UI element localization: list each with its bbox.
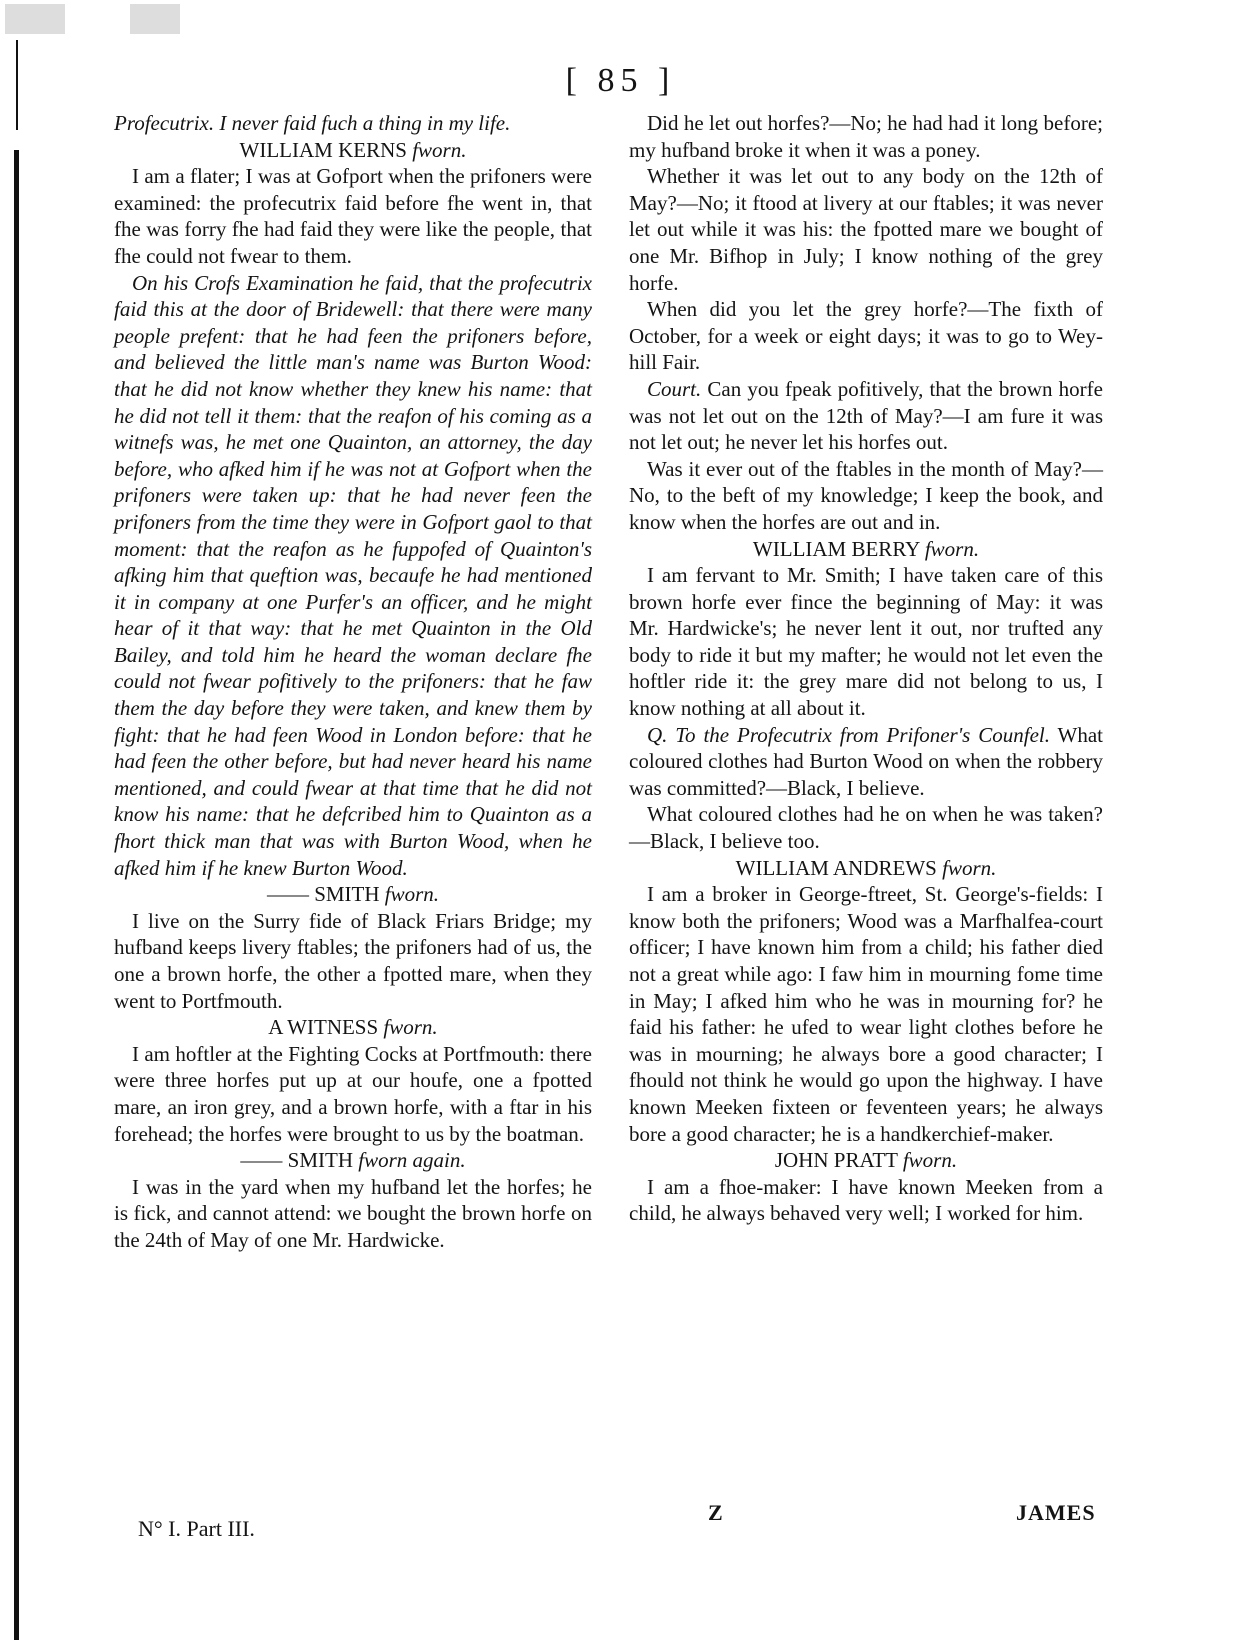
witness-name: JOHN PRATT	[774, 1148, 903, 1173]
witness-name: WILLIAM BERRY	[752, 536, 925, 561]
paragraph: When did you let the grey horfe?—The fixth of October, for a week or eight days; it was to go to Wey-hill Fair.	[629, 297, 1103, 375]
witness-heading	[114, 137, 592, 164]
witness-heading	[629, 1147, 1103, 1174]
corner-smudge	[130, 4, 180, 34]
sworn-label: fworn again.	[358, 1148, 466, 1173]
paragraph: I am a fhoe-maker: I have known Meeken from a child, he always behaved very well; I worked for him.	[629, 1174, 1103, 1226]
court-label: Court.	[647, 376, 702, 401]
left-column	[114, 110, 592, 1254]
witness-name: A WITNESS	[268, 1015, 384, 1040]
paragraph	[114, 110, 592, 137]
paragraph-text: What coloured clothes had Burton Wood on when the robbery was committed?—Black, I believe.	[629, 722, 1103, 800]
sworn-label: fworn.	[942, 855, 997, 880]
witness-heading	[114, 881, 592, 908]
sworn-label: fworn.	[383, 1015, 438, 1040]
paragraph: What coloured clothes had he on when he was taken?—Black, I believe too.	[629, 802, 1103, 854]
printer-signature: N° I. Part III.	[138, 1516, 255, 1541]
witness-name: —— SMITH	[240, 1148, 359, 1173]
sheet-mark: Z	[708, 1500, 723, 1525]
paragraph: I live on the Surry fide of Black Friars Bridge; my hufband keeps livery ftables; the prifoners had of us, the one a brown horfe, the other a fpotted mare, when they went to Portfmouth.	[114, 908, 592, 1013]
binding-edge	[14, 150, 19, 1640]
paragraph: I am hoftler at the Fighting Cocks at Portfmouth: there were three horfes put up at our houfe, one a fpotted mare, an iron grey, and a brown horfe, with a ftar in his forehead; the horfes were brought to us by the boatman.	[114, 1041, 592, 1146]
cross-examination: On his Crofs Examination he faid, that the profecutrix faid this at the door of Bridewell: that there were many people prefent: that he had feen the prifoners before, and believed the little man's name was Burton Wood: that he did not know whether they knew his name: that he did not tell it them: that the reafon of his coming as a witnefs was, he met one Quainton, an attorney, the day before, who afked him if he was not at Gofport when the prifoners were taken up: that he had never feen the prifoners from the time they were in Gofport gaol to that moment: that the reafon as he fuppofed of Quainton's afking him that queftion was, becaufe he had mentioned it in company at one Purfer's an officer, and he might hear of it that way: that he met Quainton in the Old Bailey, and told him he heard the woman declare fhe could not fwear pofitively to the prifoners: that he faw them the day before they were taken, and knew them by fight: that he had feen Wood in London before: that he had feen the other before, but had never heard his name mentioned, and could fwear at that time that he did not know his name: that he defcribed him to Quainton as a fhort thick man that was with Burton Wood, when he afked him if he knew Burton Wood.	[114, 270, 592, 880]
catchword: JAMES	[1016, 1500, 1096, 1525]
sworn-label: fworn.	[902, 1148, 958, 1173]
paragraph: I am a broker in George-ftreet, St. George's-fields: I know both the prifoners; Wood was a Marfhalfea-court officer; I have known him from a child; his father died not a great while ago: I faw him in mourning fome time in May; I afked him who he was in mourning for? he faid his father: he ufed to wear light clothes before he was in mourning; he always bore a good character; I fhould not think he would go upon the highway. I have known Meeken fixteen or feventeen years; he always bore a good character; he is a handkerchief-maker.	[629, 882, 1103, 1146]
paragraph: I am a flater; I was at Gofport when the prifoners were examined: the profecutrix faid before fhe went in, that fhe was forry fhe had faid they were like the people, that fhe could not fwear to them.	[114, 164, 592, 268]
sworn-label: fworn.	[924, 536, 980, 561]
paragraph: Was it ever out of the ftables in the month of May?—No, to the beft of my knowledge; I keep the book, and know when the horfes are out and in.	[629, 456, 1103, 534]
paragraph-text: Profecutrix. I never faid fuch a thing in my life.	[114, 111, 511, 135]
witness-heading	[629, 536, 1103, 563]
paragraph: I was in the yard when my hufband let the horfes; he is fick, and cannot attend: we bought the brown horfe on the 24th of May of one Mr. Hardwicke.	[114, 1174, 592, 1252]
paragraph: I am fervant to Mr. Smith; I have taken care of this brown horfe ever fince the beginning of May: it was Mr. Hardwicke's; he never lent it out, nor trufted any body to ride it but my mafter; he would not let even the hoftler ride it: the grey mare did not belong to us, I know nothing at all about it.	[629, 563, 1103, 721]
right-column	[629, 110, 1103, 1227]
corner-smudge	[5, 4, 65, 34]
witness-heading	[629, 855, 1103, 882]
witness-heading	[114, 1014, 592, 1041]
sworn-label: fworn.	[412, 137, 467, 162]
witness-heading	[114, 1147, 592, 1174]
paragraph: Did he let out horfes?—No; he had had it long before; my hufband broke it when it was a poney.	[629, 111, 1103, 162]
question-label: Q. To the Profecutrix from Prifoner's Counfel.	[647, 722, 1050, 747]
paragraph	[629, 376, 1103, 456]
paragraph: Whether it was let out to any body on the 12th of May?—No; it ftood at livery at our ftables; it was never let out while it was his: the fpotted mare we bought of one Mr. Bifhop in July; I know nothing of the grey horfe.	[629, 164, 1103, 295]
witness-name: WILLIAM KERNS	[239, 137, 413, 162]
witness-name: —— SMITH	[266, 882, 385, 907]
witness-name: WILLIAM ANDREWS	[735, 855, 943, 880]
paragraph-text: Can you fpeak pofitively, that the brown horfe was not let out on the 12th of May?—I am fure it was not let out; he never let his horfes out.	[629, 376, 1103, 455]
paragraph	[629, 722, 1103, 802]
sworn-label: fworn.	[384, 882, 440, 907]
page-number: [ 85 ]	[565, 62, 676, 99]
